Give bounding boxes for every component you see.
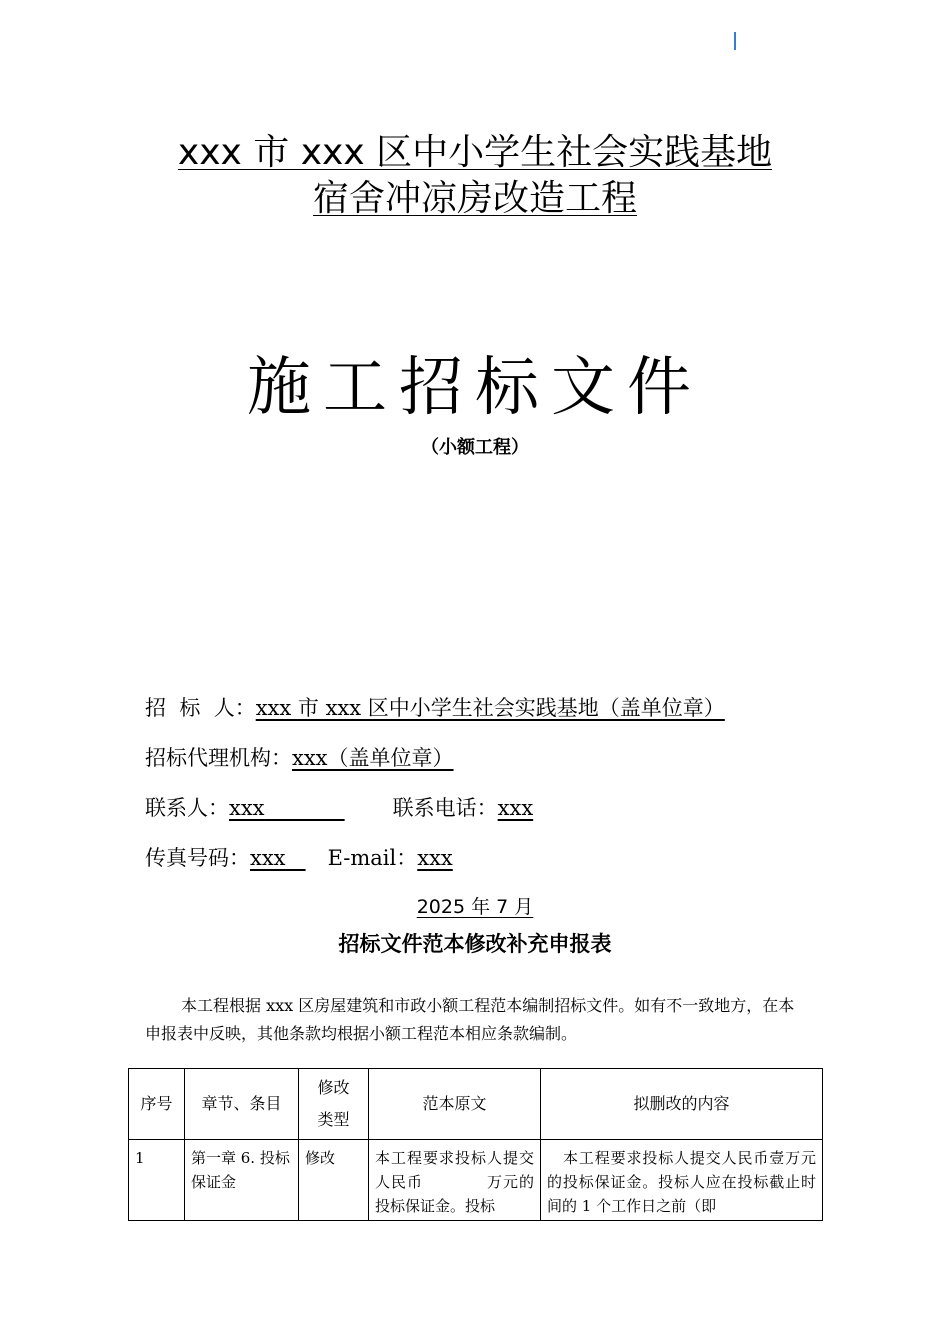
cell-original: 本工程要求投标人提交人民币 万元的投标保证金。投标 <box>369 1140 541 1221</box>
header-type: 修改类型 <box>299 1069 369 1140</box>
phone-value: xxx <box>497 796 534 820</box>
agency-value: xxx（盖单位章） <box>292 746 454 770</box>
fax-row <box>145 843 453 873</box>
cell-no: 1 <box>129 1140 185 1221</box>
header-no: 序号 <box>129 1069 185 1140</box>
fax-value: xxx <box>250 846 286 870</box>
contact-row <box>145 793 533 823</box>
email-label: E-mail： <box>327 846 418 870</box>
email-value: xxx <box>417 846 453 870</box>
agency-row <box>145 743 454 773</box>
amendment-intro: 本工程根据 xxx 区房屋建筑和市政小额工程范本编制招标文件。如有不一致地方，在本申报表中反映，其他条款均根据小额工程范本相应条款编制。 <box>145 996 795 1043</box>
header-section: 章节、条目 <box>185 1069 299 1140</box>
cell-revised: 本工程要求投标人提交人民币壹万元的投标保证金。投标人应在投标截止时间的 1 个工作日之前（即 <box>541 1140 823 1221</box>
contact-label: 联系人： <box>145 796 229 820</box>
project-title-line-1: xxx 市 xxx 区中小学生社会实践基地 <box>177 132 773 173</box>
issue-date: 2025 年 7 月 <box>416 896 534 918</box>
amendment-table <box>128 1068 823 1221</box>
table-row <box>129 1140 823 1221</box>
main-title: 施工招标文件 <box>247 351 703 425</box>
tenderer-value: xxx 市 xxx 区中小学生社会实践基地（盖单位章） <box>255 696 725 720</box>
amendment-heading: 招标文件范本修改补充申报表 <box>338 932 612 956</box>
contact-value: xxx <box>229 796 265 820</box>
header-revised: 拟删改的内容 <box>541 1069 823 1140</box>
tenderer-row <box>145 693 725 723</box>
fax-label: 传真号码： <box>145 846 250 870</box>
subtitle: （小额工程） <box>421 437 529 458</box>
agency-label: 招标代理机构： <box>145 746 292 770</box>
cell-type: 修改 <box>299 1140 369 1221</box>
cell-section: 第一章 6. 投标保证金 <box>185 1140 299 1221</box>
header-original: 范本原文 <box>369 1069 541 1140</box>
tenderer-label: 招 标 人： <box>145 696 256 720</box>
text-cursor-mark <box>734 32 736 50</box>
table-header-row <box>129 1069 823 1140</box>
phone-label: 联系电话： <box>392 796 498 820</box>
project-title-line-2: 宿舍冲凉房改造工程 <box>312 178 637 219</box>
